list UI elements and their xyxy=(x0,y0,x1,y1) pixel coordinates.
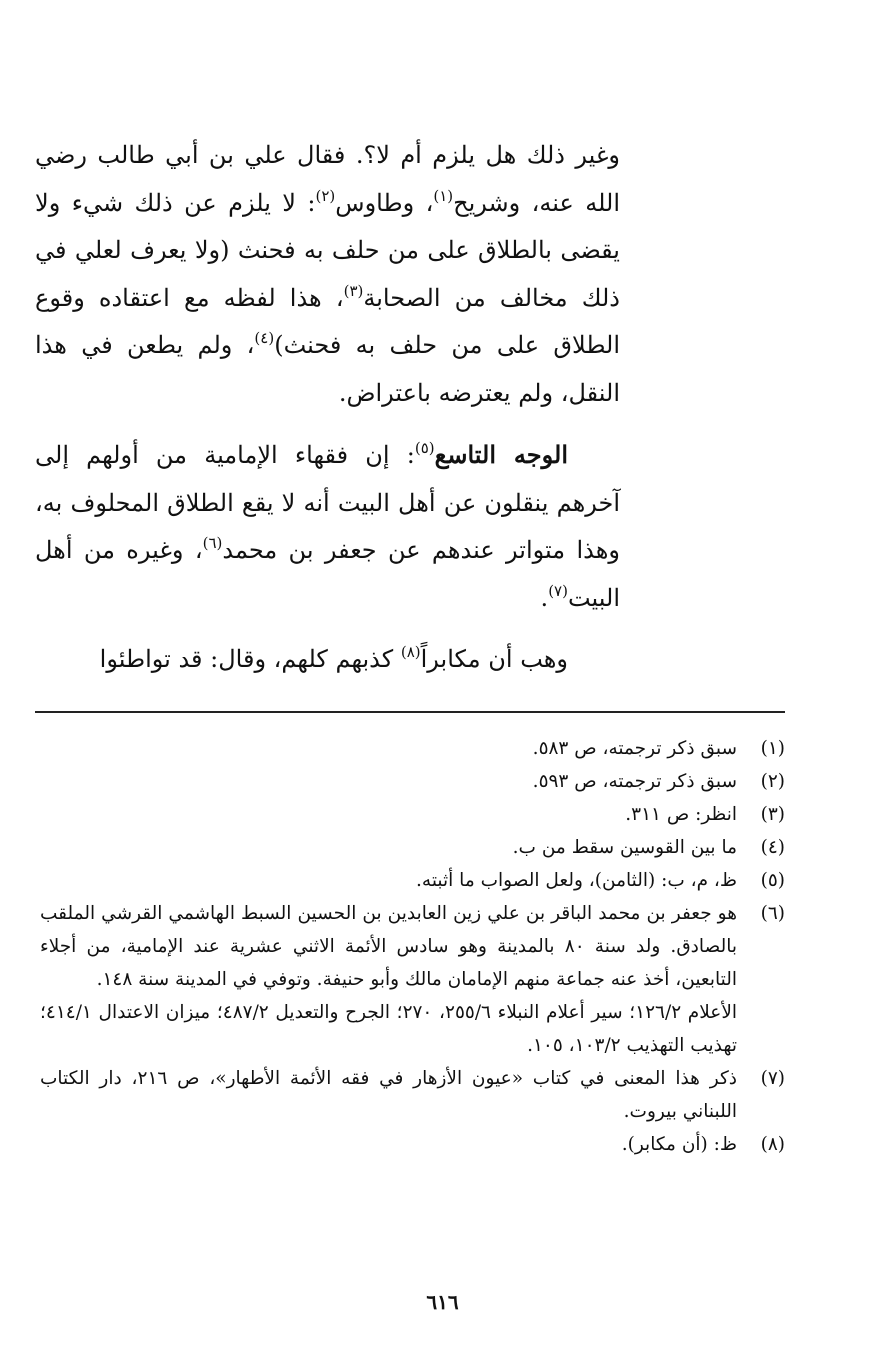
footnote-number: (٥) xyxy=(760,870,785,891)
footnotes xyxy=(40,732,785,1161)
paragraph-1: وغير ذلك هل يلزم أم لا؟. فقال علي بن أبي طالب رضي الله عنه، وشريح$^{(١)}$، وطاوس$^{(٢)}$: لا يلزم عن ذلك شيء ولا يقضى بالطلاق على من حلف به فحنث (ولا يعرف لعلي في ذلك مخالف من الصحابة$^{(٣)}$، هذا لفظه مع اعتقاده وقوع الطلاق على من حلف به فحنث)$^{(٤)}$، ولم يطعن في هذا النقل، ولم يعترضه باعتراض. xyxy=(35,141,621,407)
page-number: ٦١٦ xyxy=(426,1290,459,1314)
footnote-number: (٧) xyxy=(760,1068,785,1089)
footnote-text: ظ، م، ب: (الثامن)، ولعل الصواب ما أثبته. xyxy=(416,870,737,891)
footnote-ref-5[interactable]: (٥) xyxy=(414,439,435,457)
paragraph-2: الوجه التاسع$^{(٥)}$: إن فقهاء الإمامية من أولهم إلى آخرهم ينقلون عن أهل البيت أنه لا يقع الطلاق المحلوف به، وهذا متواتر عندهم عن جعفر بن محمد$^{(٦)}$، وغيره من أهل البيت$^{(٧)}$. xyxy=(35,439,620,612)
footnote-divider xyxy=(35,711,785,713)
footnote-3 xyxy=(40,798,785,831)
footnote-text: انظر: ص ٣١١. xyxy=(625,804,737,825)
paragraph-3: وهب أن مكابراً$^{(٨)}$ كذبهم كلهم، وقال: قد تواطئوا xyxy=(99,643,568,673)
main-text xyxy=(35,132,620,684)
footnote-ref-4[interactable]: (٤) xyxy=(254,329,275,347)
footnote-text: سبق ذكر ترجمته، ص ٥٩٣. xyxy=(532,771,737,792)
footnote-4 xyxy=(40,831,785,864)
footnote-number: (٣) xyxy=(760,804,785,825)
footnote-references: الأعلام ١٢٦/٢؛ سير أعلام النبلاء ٢٥٥/٦، ٢٧٠؛ الجرح والتعديل ٤٨٧/٢؛ ميزان الاعتدال ٤١٤/١؛ تهذيب التهذيب ١٠٣/٢، ١٠٥. xyxy=(40,1002,738,1056)
section-heading: الوجه التاسع xyxy=(434,440,568,469)
footnote-ref-6[interactable]: (٦) xyxy=(202,534,223,552)
footnote-1 xyxy=(40,732,785,765)
footnote-text: ذكر هذا المعنى في كتاب «عيون الأزهار في فقه الأئمة الأطهار»، ص ٢١٦، دار الكتاب اللبناني بيروت. xyxy=(40,1068,737,1122)
footnote-ref-1[interactable]: (١) xyxy=(433,186,454,205)
footnote-number: (٤) xyxy=(760,837,785,858)
footnote-text: ما بين القوسين سقط من ب. xyxy=(512,837,737,858)
footnote-ref-2[interactable]: (٢) xyxy=(315,186,336,205)
footnote-2 xyxy=(40,765,785,798)
footnote-number: (٦) xyxy=(760,903,785,924)
footnote-text: هو جعفر بن محمد الباقر بن علي زين العابدين بن الحسين السبط الهاشمي القرشي الملقب بالصادق. ولد سنة ٨٠ بالمدينة وهو سادس الأئمة الاثني عشرية عند الإمامية، من أجلاء التابعين، أخذ عنه جماعة منهم الإمامان مالك وأبو حنيفة. وتوفي في المدينة سنة ١٤٨. xyxy=(40,903,738,990)
footnote-ref-3[interactable]: (٣) xyxy=(343,281,364,300)
footnote-number: (٢) xyxy=(760,771,785,792)
footnote-number: (١) xyxy=(760,738,785,759)
footnote-ref-8[interactable]: (٨) xyxy=(400,643,421,661)
footnote-number: (٨) xyxy=(760,1134,785,1155)
footnote-text: سبق ذكر ترجمته، ص ٥٨٣. xyxy=(532,738,737,759)
footnote-5 xyxy=(40,864,785,897)
footnote-7 xyxy=(40,1062,785,1128)
footnote-6 xyxy=(40,897,785,1062)
footnote-text: ظ: (أن مكابر). xyxy=(621,1134,737,1155)
footnote-ref-7[interactable]: (٧) xyxy=(548,581,568,600)
footnote-8 xyxy=(40,1128,785,1161)
